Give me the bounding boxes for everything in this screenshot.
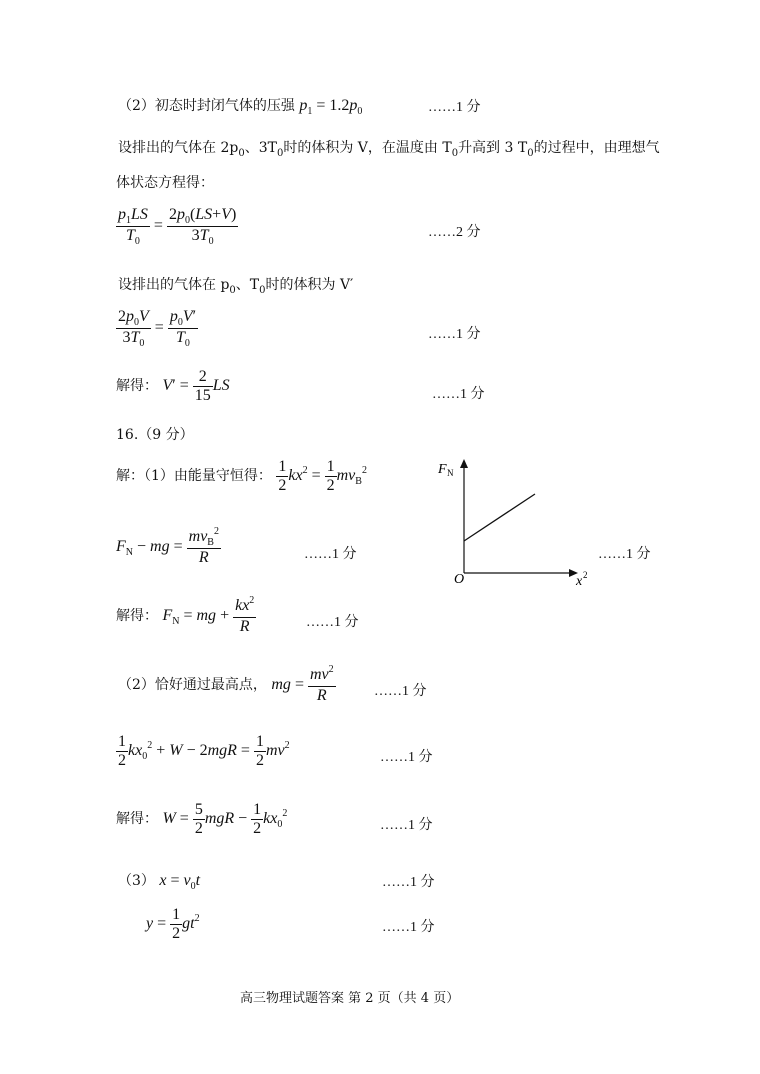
score-marker: ……1 分 (306, 615, 359, 630)
part2-line1 (118, 95, 362, 115)
origin-label: O (454, 572, 465, 587)
q16-part2-solution: 解得： W = $\frac{5}{2}$ mgR − $\frac{1}{2}$ $kx_0^2$ (116, 801, 288, 837)
part2-paragraph2: 设排出的气体在 $p_0$、$T_0$时的体积为 V′ (118, 277, 354, 296)
q16-part1-solution: 解得： $F_N$ = mg + $\frac{kx^2}{R}$ (116, 595, 255, 635)
score-marker: ……1 分 (428, 100, 481, 115)
part2-line1-text: （2）初态时封闭气体的压强 (118, 98, 295, 114)
part2-paragraph1-cont: 体状态方程得： (116, 175, 214, 191)
q16-part3-x: （3） $x = v_0t$ (118, 872, 201, 892)
score-marker: ……2 分 (428, 225, 481, 240)
initial-pressure-equation: $p_1 = 1.2p_0$ (299, 97, 363, 117)
fn-line (464, 494, 535, 541)
question-16-heading: 16.（9 分） (116, 427, 194, 443)
score-marker: ……1 分 (428, 327, 481, 342)
x-axis-label-sup: 2 (583, 570, 588, 580)
score-marker: ……1 分 (374, 684, 427, 699)
x-axis-label: x (576, 574, 583, 589)
q16-part1-energy: 解：（1）由能量守恒得： $\frac{1}{2}$ $kx^2$ = $\frac{1}{2}$ $mv_B^2$ (116, 458, 367, 494)
q16-part2-energy-equation: $\frac{1}{2}$ $kx_0^2 + W - 2mgR$ = $\frac{1}{2}$ $mv^2$ (118, 733, 290, 769)
score-marker: ……1 分 (432, 387, 485, 402)
ideal-gas-equation-1: $\frac{p_1LS}{T_0}$ = $\frac{2p_0(LS+V)}{3T_0}$ (118, 206, 237, 247)
q16-normal-force-equation: $F_N$ − mg = $\frac{mv_B^2}{R}$ (116, 526, 219, 566)
part2-paragraph1: 设排出的气体在 $2p_0$、$3T_0$时的体积为 V，在温度由 $T_0$升高到 3 $T_0$的过程中，由理想气 (118, 140, 660, 159)
part2-solution: 解得： V′ = $\frac{2}{15}$ LS (116, 368, 230, 404)
score-marker: ……1 分 (380, 750, 433, 765)
page-footer: 高三物理试题答案 第 2 页（共 4 页） (240, 991, 460, 1006)
y-axis-arrow-icon (460, 459, 468, 468)
score-marker: ……1 分 (598, 547, 651, 562)
fn-vs-x2-graph (430, 455, 590, 590)
score-marker: ……1 分 (380, 818, 433, 833)
q16-part3-y: y = $\frac{1}{2}$ $gt^2$ (146, 906, 200, 942)
score-marker: ……1 分 (382, 875, 435, 890)
ideal-gas-equation-2: $\frac{2p_0V}{3T_0}$ = $\frac{p_0V'}{T_0}$ (118, 308, 197, 349)
y-axis-label: F (438, 462, 447, 477)
score-marker: ……1 分 (304, 547, 357, 562)
q16-part2-top-point: （2）恰好通过最高点， mg = $\frac{mv^2}{R}$ (118, 664, 334, 704)
y-axis-label-sub: N (447, 468, 454, 478)
score-marker: ……1 分 (382, 920, 435, 935)
